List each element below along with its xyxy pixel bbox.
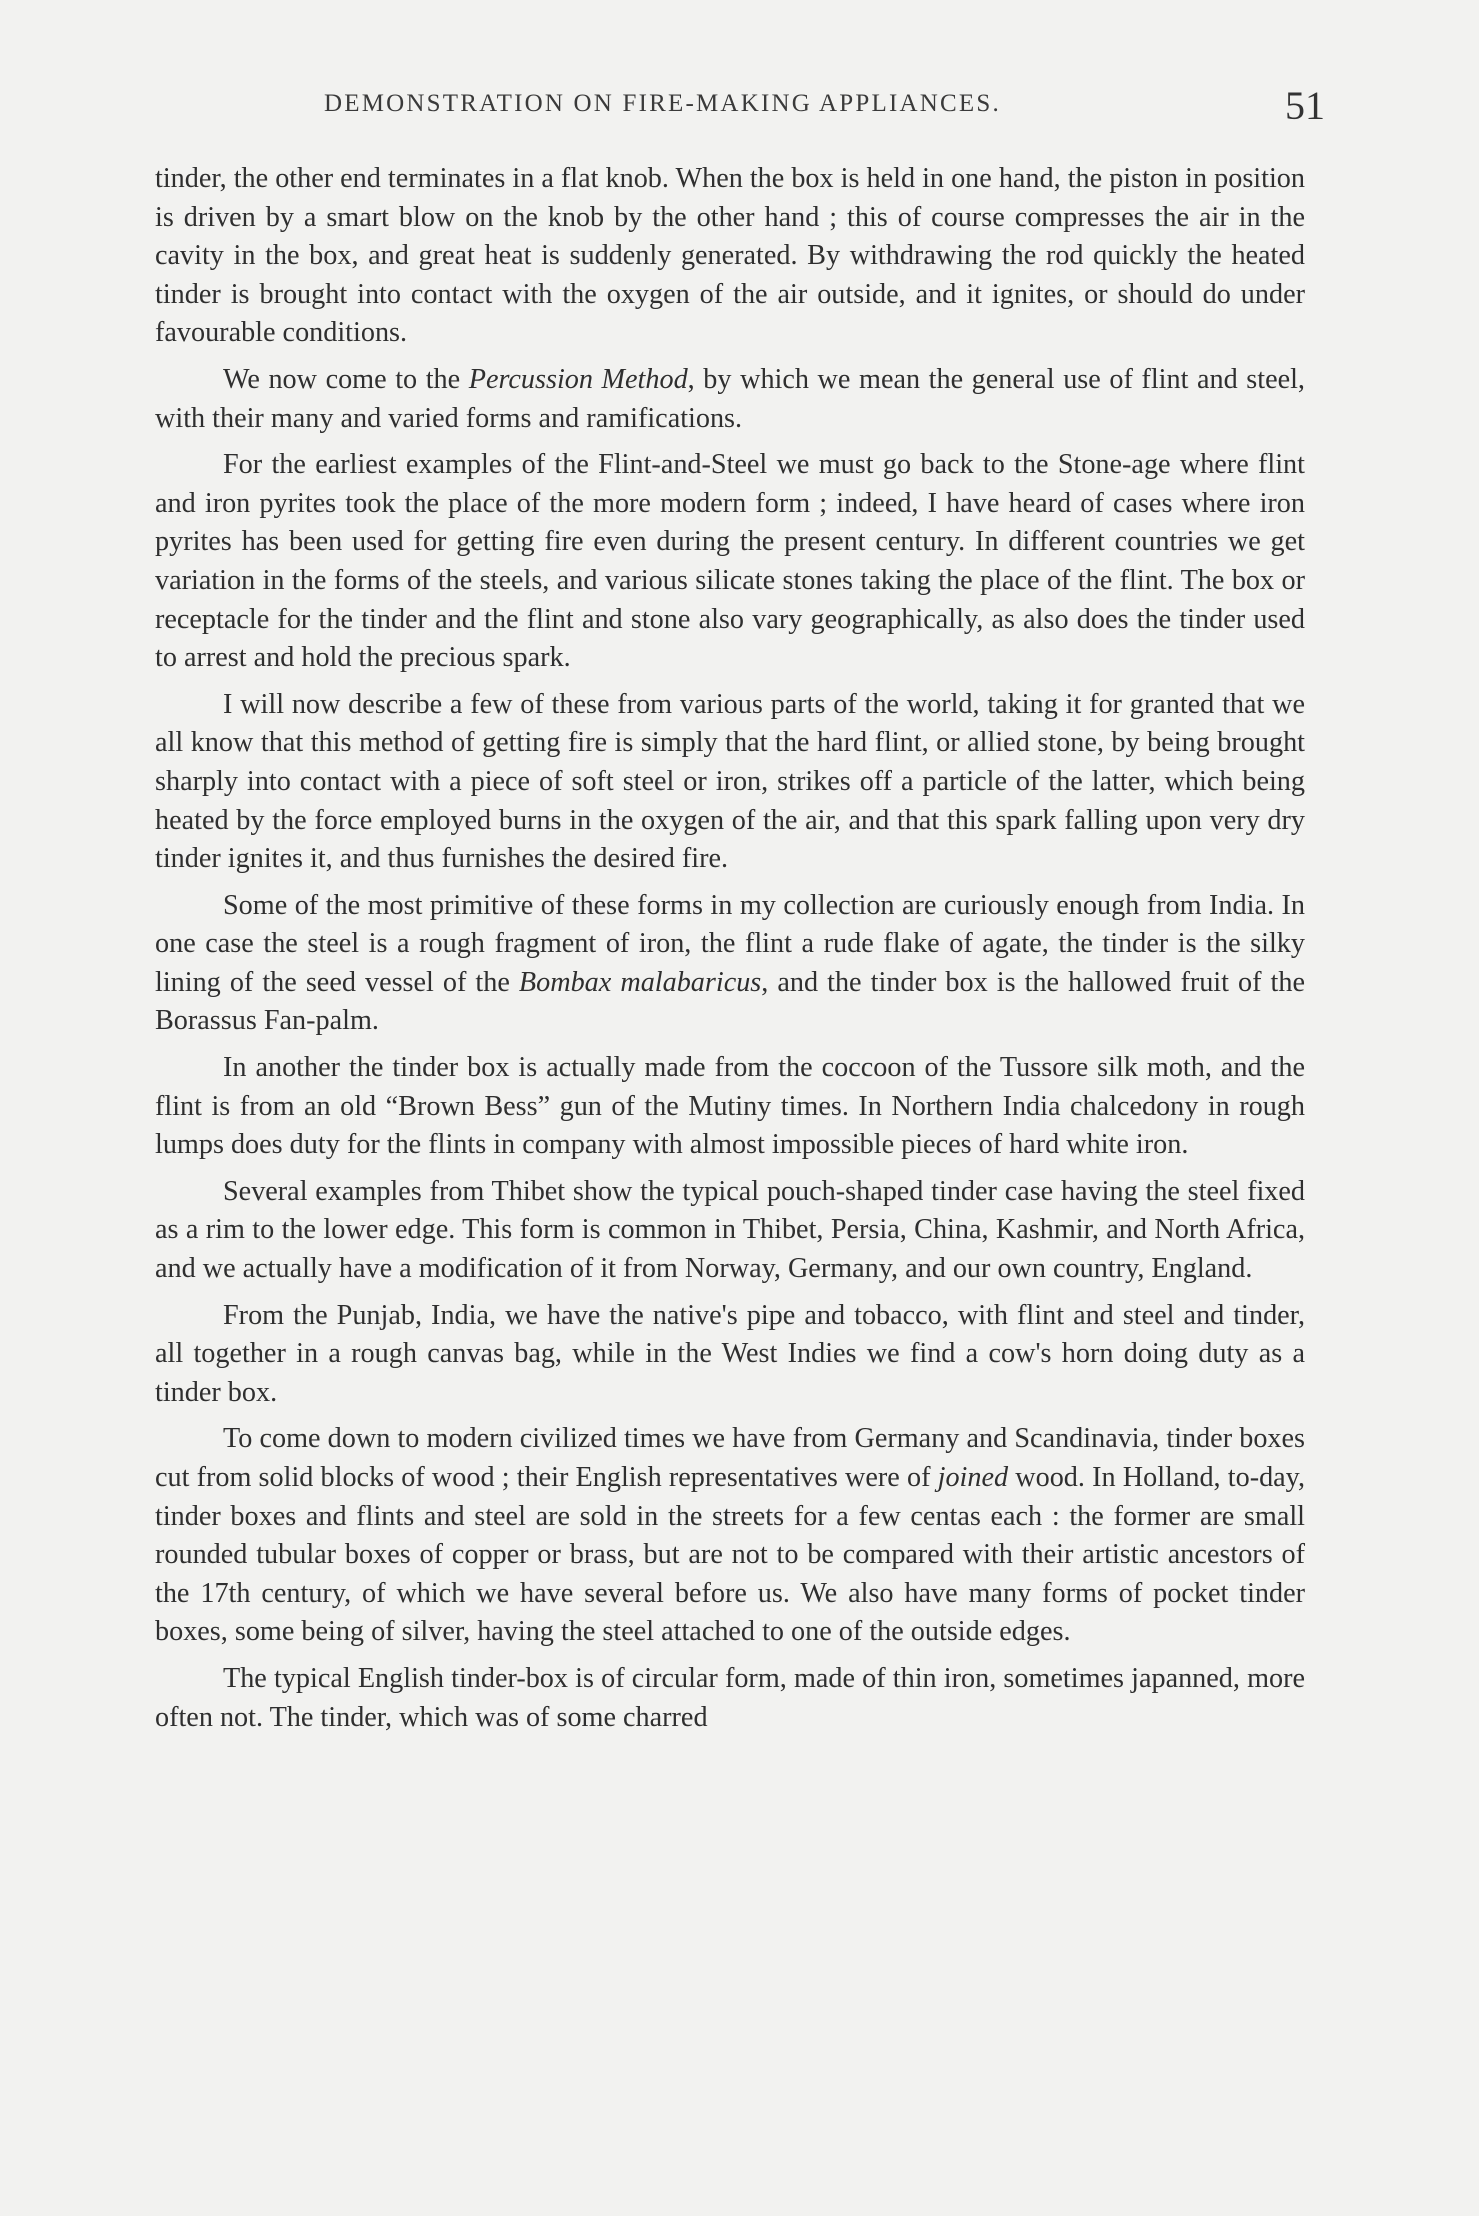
paragraph-text: , by which we mean the general use of flint and steel, with their many and varied forms and ramifications. bbox=[155, 363, 1305, 434]
paragraph bbox=[155, 446, 1305, 678]
paragraph-text: wood. In Holland, to-day, tinder boxes and flints and steel are sold in the streets for a few centas each : the former are small rounded tubular boxes of copper or brass, but are not to be compared with their artistic ancestors of the 17th century, of which we have several before us. We also have many forms of pocket tinder boxes, some being of silver, having the steel attached to one of the outside edges. bbox=[155, 1462, 1305, 1648]
paragraph bbox=[155, 887, 1305, 1041]
running-head bbox=[154, 82, 1325, 132]
italic-text: joined bbox=[937, 1462, 1009, 1493]
paragraph-text: In another the tinder box is actually made from the coccoon of the Tussore silk moth, and the flint is from an old “Brown Bess” gun of the Mutiny times. In Northern India chalcedony in rough lumps does duty for the flints in company with almost impossible pieces of hard white iron. bbox=[155, 1052, 1305, 1161]
paragraph-text: , and the tinder box is the hallowed fruit of the Borassus Fan-palm. bbox=[155, 966, 1305, 1037]
paragraph bbox=[155, 686, 1305, 879]
italic-text: Percussion Method bbox=[468, 363, 688, 395]
italic-text: Bombax malabaricus bbox=[518, 966, 762, 998]
paragraph-text: From the Punjab, India, we have the native's pipe and tobacco, with flint and steel and tinder, all together in a rough canvas bag, while in the West Indies we find a cow's horn doing duty as a tinder box. bbox=[155, 1299, 1305, 1408]
paragraph-text: Some of the most primitive of these forms in my collection are curiously enough from India. In one case the steel is a rough fragment of iron, the flint a rude flake of agate, the tinder is the silky lining of the seed vessel of the bbox=[155, 889, 1305, 998]
paragraph-text: tinder, the other end terminates in a flat knob. When the box is held in one hand, the piston in position is driven by a smart blow on the knob by the other hand ; this of course compresses the air in the cavity in the box, and great heat is suddenly generated. By withdrawing the rod quickly the heated tinder is brought into contact with the oxygen of the air outside, and it ignites, or should do under favourable conditions. bbox=[155, 163, 1305, 349]
paragraph bbox=[155, 361, 1305, 438]
page-number: 51 bbox=[1285, 83, 1325, 128]
paragraph-text: We now come to the bbox=[223, 363, 469, 395]
paragraph-text: To come down to modern civilized times we have from Germany and Scandinavia, tinder boxes cut from solid blocks of wood ; their English representatives were of bbox=[155, 1423, 1305, 1493]
paragraph bbox=[155, 1297, 1305, 1413]
paragraph-text: Several examples from Thibet show the typical pouch-shaped tinder case having the steel fixed as a rim to the lower edge. This form is common in Thibet, Persia, China, Kashmir, and North Africa, and we actually have a modification of it from Norway, Germany, and our own country, England. bbox=[155, 1175, 1305, 1285]
paragraph-text: I will now describe a few of these from various parts of the world, taking it for granted that we all know that this method of getting fire is simply that the hard flint, or allied stone, by being brought sharply into contact with a piece of soft steel or iron, strikes off a particle of the latter, which being heated by the force employed burns in the oxygen of the air, and that this spark falling upon very dry tinder ignites it, and thus furnishes the desired fire. bbox=[155, 688, 1305, 875]
paragraph bbox=[155, 1049, 1305, 1165]
paragraph bbox=[155, 1173, 1305, 1289]
paragraph bbox=[155, 160, 1305, 353]
paragraph bbox=[155, 1420, 1305, 1652]
paragraph-text: For the earliest examples of the Flint-and-Steel we must go back to the Stone-age where flint and iron pyrites took the place of the more modern form ; indeed, I have heard of cases where iron pyrites has been used for getting fire even during the present century. In different countries we get variation in the forms of the steels, and various silicate stones taking the place of the flint. The box or receptacle for the tinder and the flint and stone also vary geographically, as also does the tinder used to arrest and hold the precious spark. bbox=[155, 449, 1305, 674]
paragraph-text: The typical English tinder-box is of circular form, made of thin iron, sometimes japanned, more often not. The tinder, which was of some charred bbox=[155, 1662, 1305, 1733]
running-title: DEMONSTRATION ON FIRE-MAKING APPLIANCES. bbox=[324, 90, 1001, 117]
body-text bbox=[155, 160, 1305, 1745]
paragraph bbox=[155, 1660, 1305, 1737]
